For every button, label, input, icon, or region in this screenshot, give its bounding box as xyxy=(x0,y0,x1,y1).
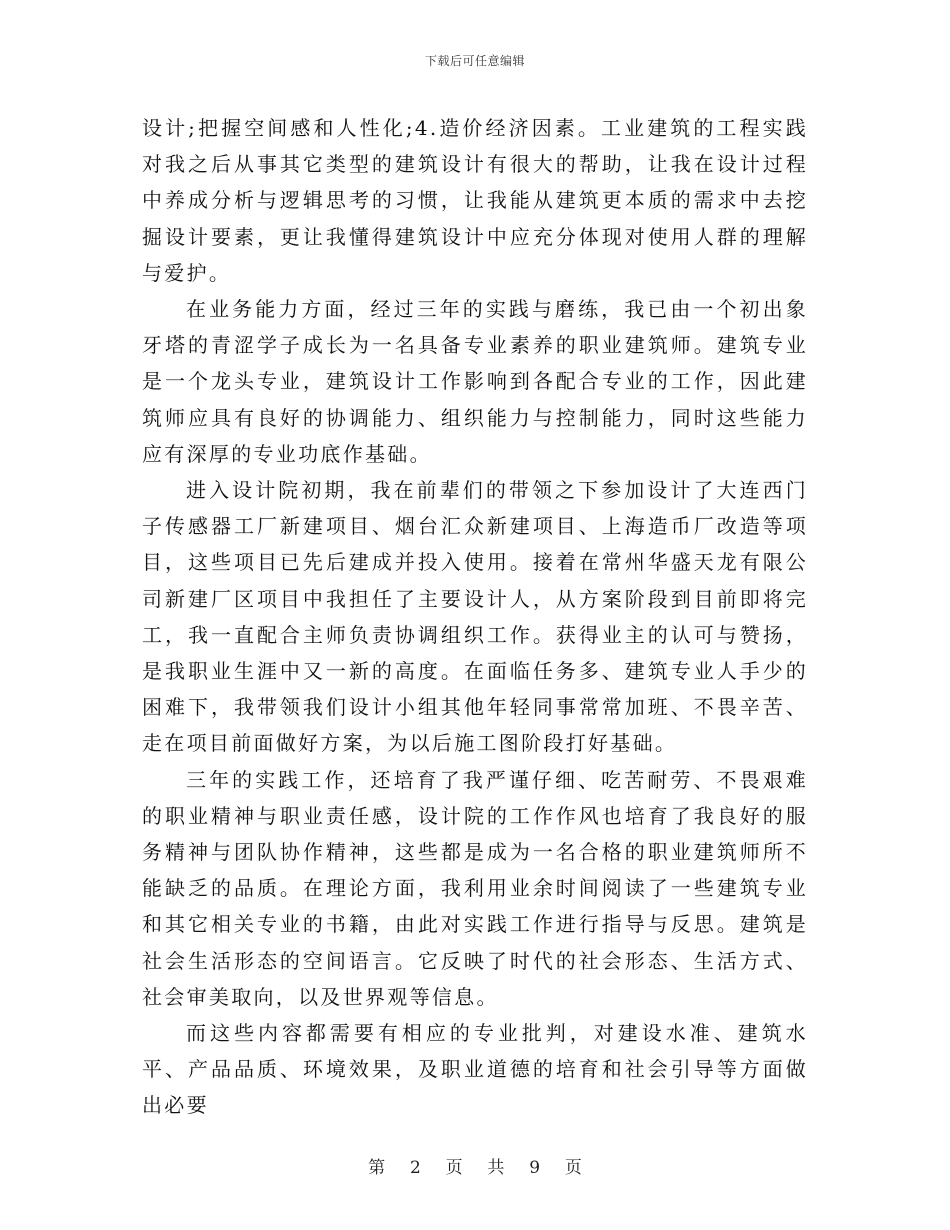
footer-total-prefix: 共 xyxy=(487,1158,505,1178)
page-footer xyxy=(0,1153,950,1178)
footer-suffix: 页 xyxy=(564,1158,582,1178)
body-paragraph-5: 而这些内容都需要有相应的专业批判，对建设水准、建筑水平、产品品质、环境效果，及职业道德的培育和社会引导等方面做出必要 xyxy=(142,1021,808,1118)
page-body xyxy=(142,110,808,1124)
current-page-number: 2 xyxy=(409,1158,421,1178)
total-page-count: 9 xyxy=(529,1158,541,1178)
body-paragraph-2: 在业务能力方面，经过三年的实践与磨练，我已由一个初出象牙塔的青涩学子成长为一名具备专业素养的职业建筑师。建筑专业是一个龙头专业，建筑设计工作影响到各配合专业的工作，因此建筑师应具有良好的协调能力、组织能力与控制能力，同时这些能力应有深厚的专业功底作基础。 xyxy=(142,297,808,466)
footer-page-word: 页 xyxy=(445,1158,463,1178)
footer-prefix: 第 xyxy=(368,1158,386,1178)
page-header: 下载后可任意编辑 xyxy=(424,54,525,68)
body-paragraph-3: 进入设计院初期，我在前辈们的带领之下参加设计了大连西门子传感器工厂新建项目、烟台汇众新建项目、上海造币厂改造等项目，这些项目已先后建成并投入使用。接着在常州华盛天龙有限公司新建厂区项目中我担任了主要设计人，从方案阶段到目前即将完工，我一直配合主师负责协调组织工作。获得业主的认可与赞扬，是我职业生涯中又一新的高度。在面临任务多、建筑专业人手少的困难下，我带领我们设计小组其他年轻同事常常加班、不畏辛苦、走在项目前面做好方案，为以后施工图阶段打好基础。 xyxy=(142,478,808,756)
body-paragraph-4: 三年的实践工作，还培育了我严谨仔细、吃苦耐劳、不畏艰难的职业精神与职业责任感，设计院的工作作风也培育了我良好的服务精神与团队协作精神，这些都是成为一名合格的职业建筑师所不能缺乏的品质。在理论方面，我利用业余时间阅读了一些建筑专业和其它相关专业的书籍，由此对实践工作进行指导与反思。建筑是社会生活形态的空间语言。它反映了时代的社会形态、生活方式、社会审美取向，以及世界观等信息。 xyxy=(142,767,808,1009)
body-paragraph-1: 设计;把握空间感和人性化;4.造价经济因素。工业建筑的工程实践对我之后从事其它类型的建筑设计有很大的帮助，让我在设计过程中养成分析与逻辑思考的习惯，让我能从建筑更本质的需求中去挖掘设计要素，更让我懂得建筑设计中应充分体现对使用人群的理解与爱护。 xyxy=(142,116,808,285)
